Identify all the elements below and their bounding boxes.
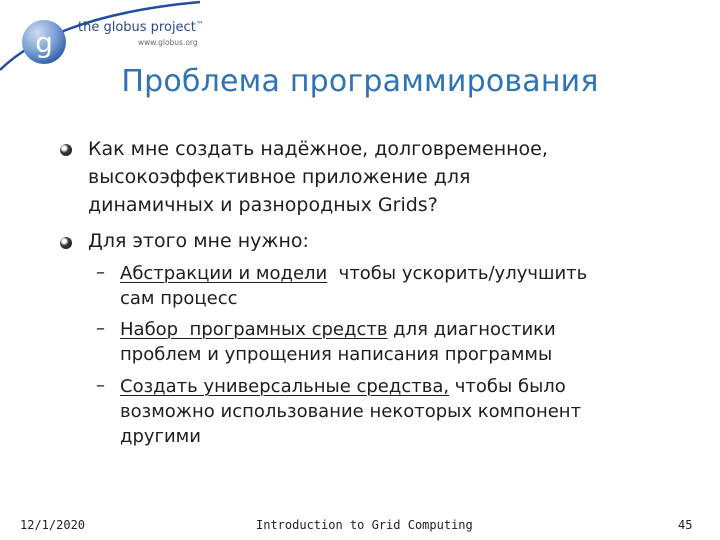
slide-title: Проблема программирования bbox=[121, 64, 599, 99]
sub-2-line-1 bbox=[120, 318, 556, 342]
bullet-2-line-1: Для этого мне нужно: bbox=[88, 230, 309, 252]
sub-3-underlined: Создать универсальные средства, bbox=[120, 376, 450, 397]
bullet-1-line-3: динамичных и разнородных Grids? bbox=[88, 194, 438, 216]
logo-name: the globus project™ bbox=[78, 20, 204, 35]
sub-3-line-3: другими bbox=[120, 426, 201, 447]
sub-2-line-2: проблем и упрощения написания программы bbox=[120, 344, 553, 365]
globus-logo bbox=[20, 16, 204, 68]
page-number: 45 bbox=[678, 518, 693, 532]
sub-1-line-1 bbox=[120, 262, 587, 286]
sub-dash: – bbox=[96, 375, 105, 396]
bullet-dot bbox=[60, 237, 72, 249]
globus-logo-icon bbox=[20, 16, 72, 68]
bullet-1-line-1: Как мне создать надёжное, долговременное, bbox=[88, 138, 548, 160]
logo-mark: g bbox=[35, 26, 53, 59]
bullet-dot bbox=[60, 144, 72, 156]
logo-url: www.globus.org bbox=[138, 38, 198, 47]
sub-1-underlined: Абстракции и модели bbox=[120, 263, 328, 284]
sub-2-rest: для диагностики bbox=[387, 319, 556, 340]
sub-dash: – bbox=[96, 318, 105, 339]
footer-date: 12/1/2020 bbox=[20, 518, 86, 532]
bullet-1-line-2: высокоэффективное приложение для bbox=[88, 166, 471, 188]
sub-dash: – bbox=[96, 262, 105, 283]
sub-2-underlined: Набор програмных средств bbox=[120, 319, 388, 340]
sub-3-line-2: возможно использование некоторых компонент bbox=[120, 401, 582, 422]
sub-3-line-1 bbox=[120, 375, 566, 399]
sub-1-rest: чтобы ускорить/улучшить bbox=[327, 263, 588, 284]
sub-3-rest: чтобы было bbox=[449, 376, 566, 397]
footer-title: Introduction to Grid Computing bbox=[256, 518, 473, 532]
sub-1-line-2: сам процесс bbox=[120, 288, 238, 309]
